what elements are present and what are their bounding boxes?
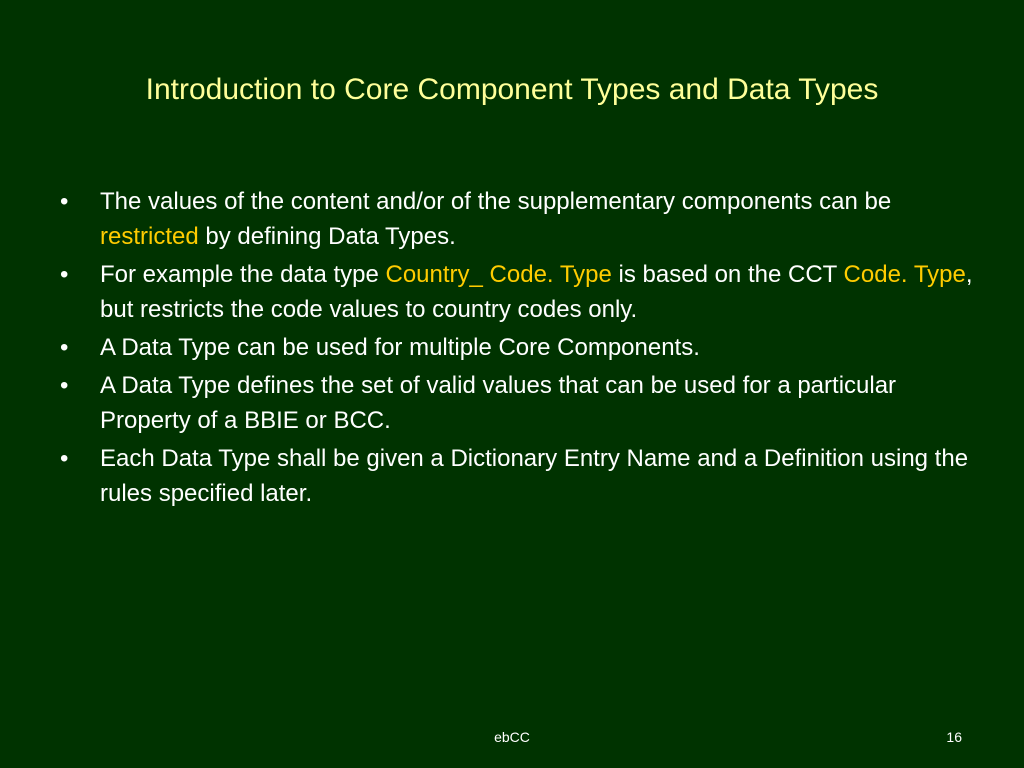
bullet-marker: • <box>60 188 69 215</box>
footer-text: ebCC <box>494 729 530 745</box>
bullet-text: A Data Type can be used for multiple Core Components. <box>100 334 700 361</box>
highlighted-term: restricted <box>100 223 199 250</box>
bullet-item <box>60 441 980 511</box>
bullet-text: A Data Type defines the set of valid values that can be used for a particular Property of a BBIE or BCC. <box>100 372 897 434</box>
bullet-marker: • <box>60 445 69 472</box>
bullet-marker: • <box>60 334 69 361</box>
bullet-item <box>60 257 980 327</box>
bullet-text: , but restricts the code values to country codes only. <box>100 261 973 323</box>
bullet-marker: • <box>60 372 69 399</box>
bullet-item <box>60 184 980 254</box>
bullet-item <box>60 368 980 438</box>
bullet-text: by defining Data Types. <box>198 223 456 250</box>
bullet-text: For example the data type <box>100 261 386 288</box>
bullet-item <box>60 330 980 365</box>
bullet-text: is based on the CCT <box>611 261 844 288</box>
bullet-list <box>60 184 980 514</box>
bullet-marker: • <box>60 261 69 288</box>
bullet-text: Each Data Type shall be given a Dictionary Entry Name and a Definition using the rules specified later. <box>100 445 969 507</box>
bullet-text: The values of the content and/or of the supplementary components can be <box>100 188 892 215</box>
page-number: 16 <box>946 729 962 745</box>
highlighted-term: Country_ Code. Type <box>385 261 612 288</box>
highlighted-term: Code. Type <box>843 261 966 288</box>
slide-title: Introduction to Core Component Types and Data Types <box>145 73 879 106</box>
